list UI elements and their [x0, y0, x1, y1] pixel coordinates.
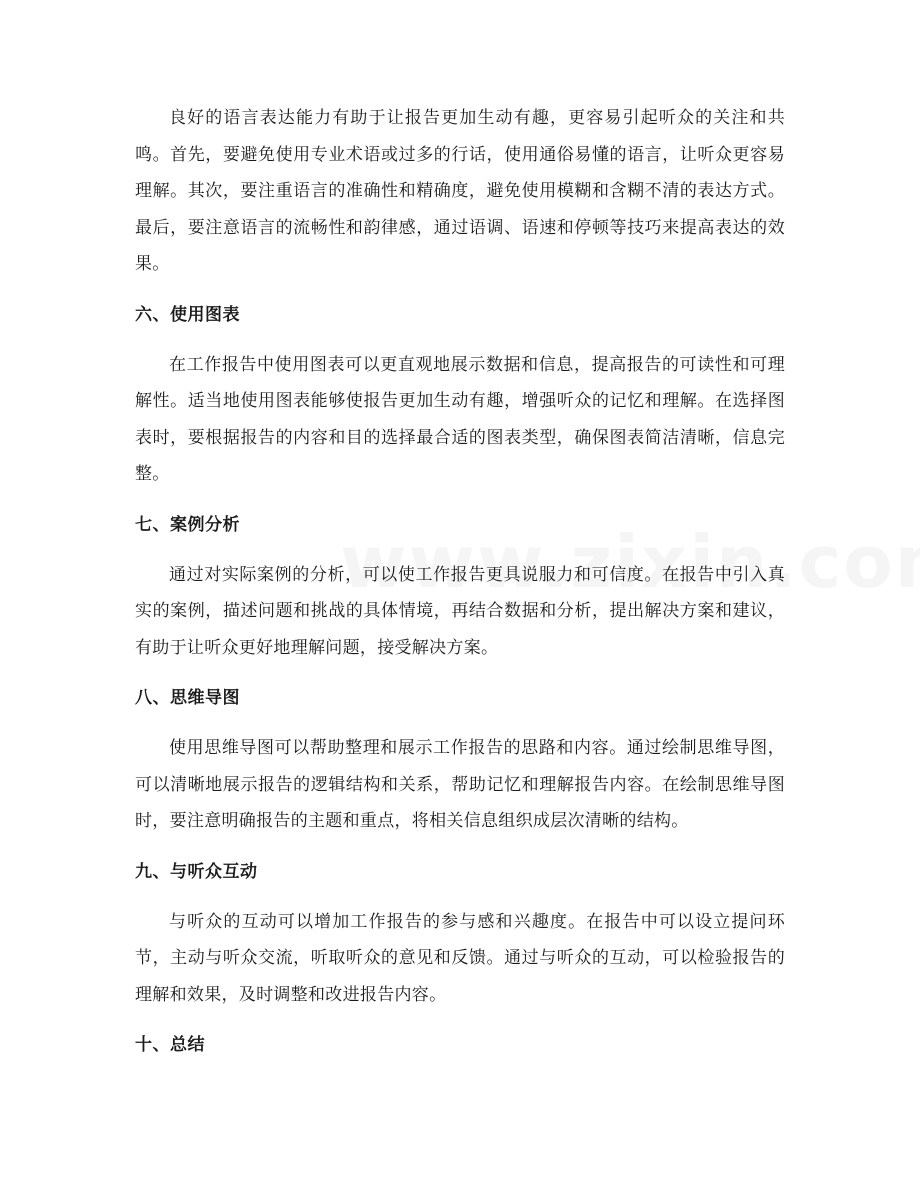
paragraph-use-charts: 在工作报告中使用图表可以更直观地展示数据和信息，提高报告的可读性和可理解性。适当地使用图表能够使报告更加生动有趣，增强听众的记忆和理解。在选择图表时，要根据报告的内容和目的选择最合适的图表类型，确保图表简洁清晰，信息完整。: [135, 354, 785, 484]
paragraph-case-analysis: 通过对实际案例的分析，可以使工作报告更具说服力和可信度。在报告中引入真实的案例，描述问题和挑战的具体情境，再结合数据和分析，提出解决方案和建议，有助于让听众更好地理解问题，接受解决方案。: [135, 564, 785, 658]
paragraph-language-expression: 良好的语言表达能力有助于让报告更加生动有趣，更容易引起听众的关注和共鸣。首先，要避免使用专业术语或过多的行话，使用通俗易懂的语言，让听众更容易理解。其次，要注重语言的准确性和精确度，避免使用模糊和含糊不清的表达方式。最后，要注意语言的流畅性和韵律感，通过语调、语速和停顿等技巧来提高表达的效果。: [135, 108, 785, 274]
paragraph-mind-map: 使用思维导图可以帮助整理和展示工作报告的思路和内容。通过绘制思维导图，可以清晰地展示报告的逻辑结构和关系，帮助记忆和理解报告内容。在绘制思维导图时，要注意明确报告的主题和重点，将相关信息组织成层次清晰的结构。: [135, 738, 785, 831]
heading-case-analysis: 七、案例分析: [135, 514, 240, 535]
document-body: [135, 100, 785, 1063]
paragraph-audience-interaction: 与听众的互动可以增加工作报告的参与感和兴趣度。在报告中可以设立提问环节，主动与听众交流，听取听众的意见和反馈。通过与听众的互动，可以检验报告的理解和效果，及时调整和改进报告内容。: [135, 911, 785, 1005]
heading-summary: 十、总结: [135, 1035, 205, 1055]
heading-audience-interaction: 九、与听众互动: [135, 861, 258, 882]
heading-use-charts: 六、使用图表: [135, 304, 240, 325]
heading-mind-map: 八、思维导图: [135, 688, 240, 708]
